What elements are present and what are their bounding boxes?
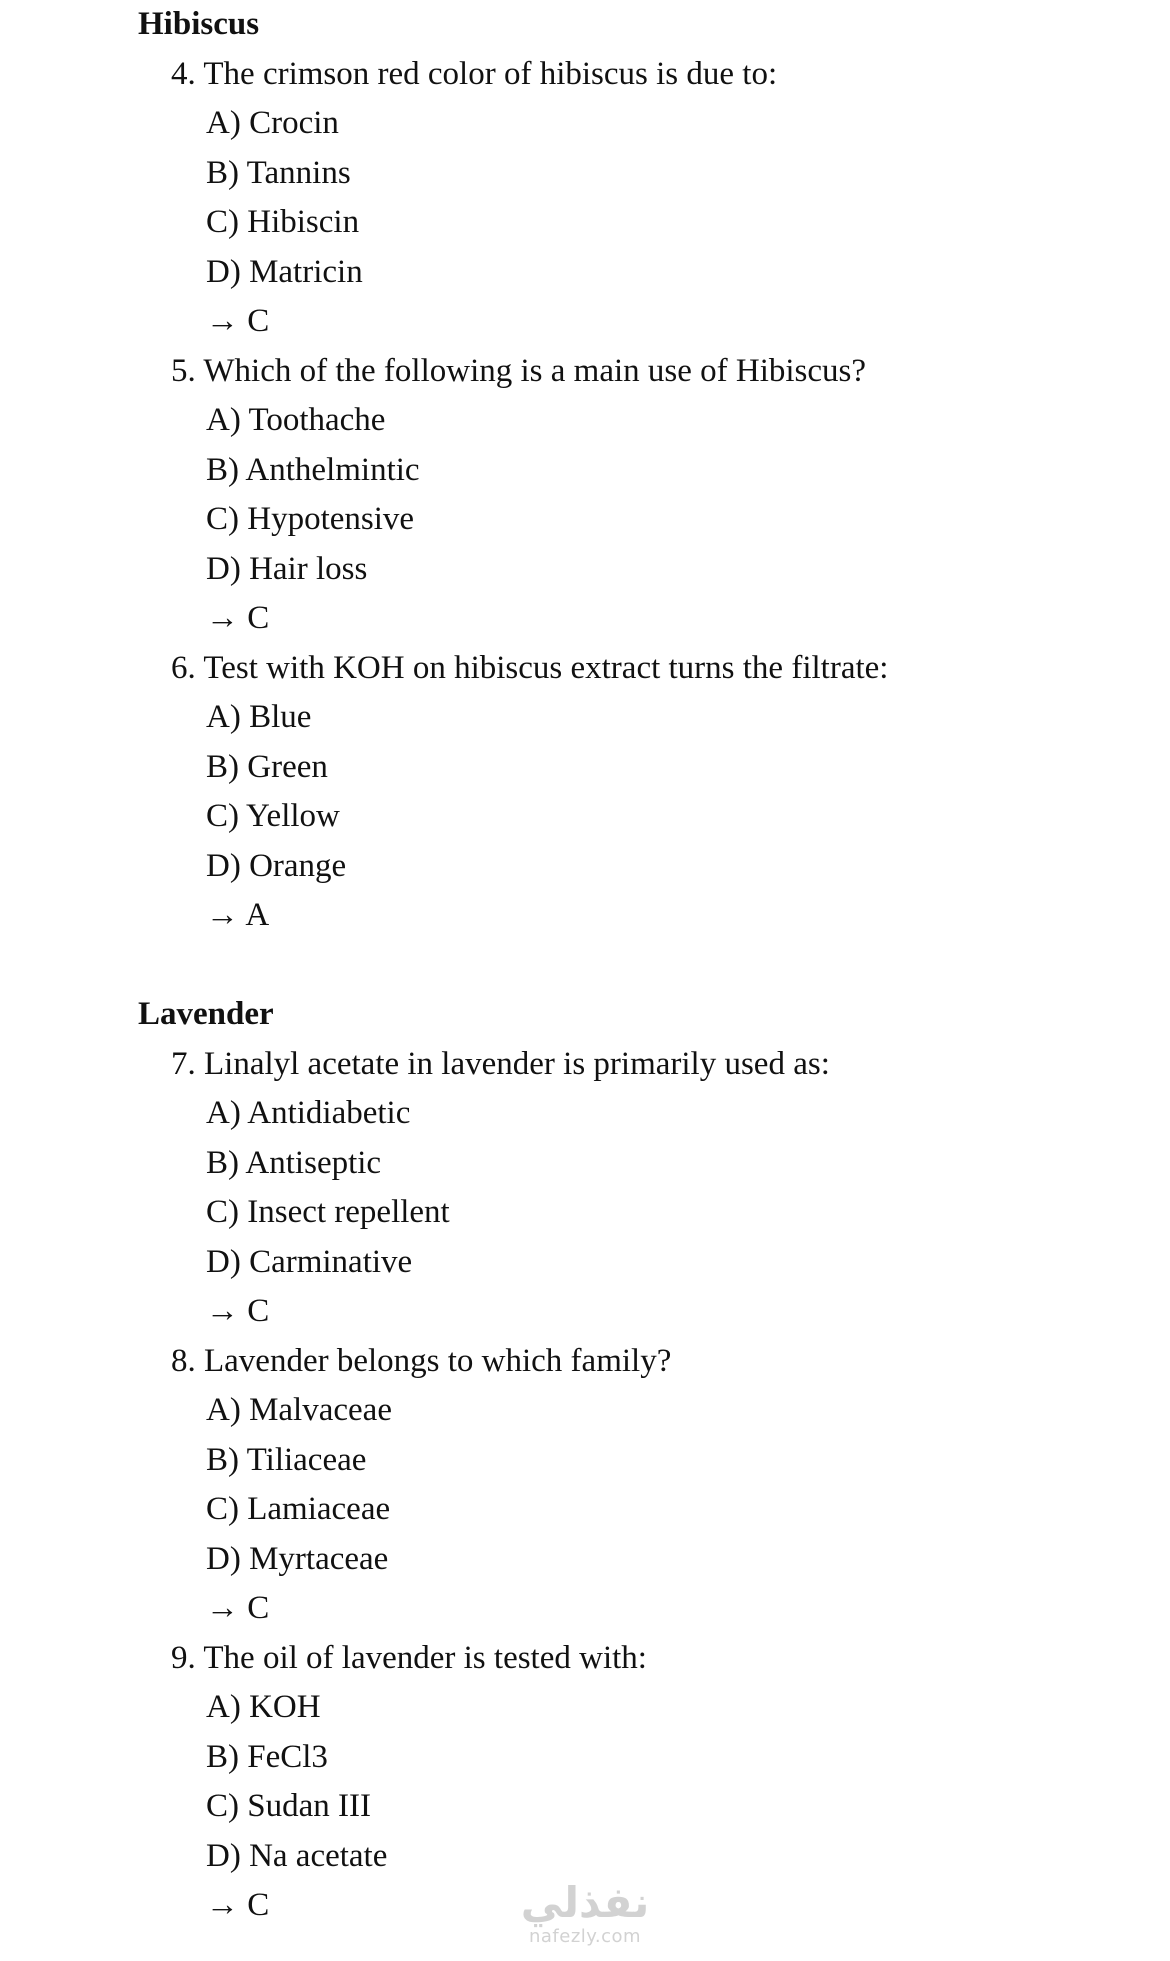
section-title: Hibiscus	[138, 6, 260, 42]
question-text: 9. The oil of lavender is tested with:	[171, 1639, 647, 1676]
section-lavender	[0, 990, 1170, 1931]
option-b: B) Tiliaceae	[206, 1441, 367, 1478]
option-d: D) Hair loss	[206, 550, 368, 587]
answer: → C	[206, 1887, 270, 1923]
watermark-latin: nafezly.com	[528, 1926, 642, 1947]
option-c: C) Hibiscin	[206, 204, 360, 240]
option-d: D) Na acetate	[206, 1837, 388, 1874]
option-a: A) Malvaceae	[206, 1392, 392, 1428]
option-c: C) Hypotensive	[206, 501, 415, 537]
question-4	[0, 50, 1170, 347]
question-text: 8. Lavender belongs to which family?	[171, 1342, 672, 1379]
option-a: A) Toothache	[206, 402, 386, 438]
option-b: B) Antiseptic	[206, 1144, 382, 1181]
option-c: C) Yellow	[206, 798, 340, 834]
question-text: 5. Which of the following is a main use of Hibiscus?	[171, 352, 867, 389]
question-5	[0, 347, 1170, 644]
watermark-logo	[500, 1880, 670, 1948]
option-d: D) Carminative	[206, 1243, 413, 1280]
option-b: B) Green	[206, 748, 328, 785]
option-b: B) Anthelmintic	[206, 451, 420, 488]
answer: → C	[206, 600, 270, 636]
question-8	[0, 1337, 1170, 1634]
option-d: D) Myrtaceae	[206, 1540, 389, 1577]
watermark-arabic: نفذلي	[520, 1878, 650, 1927]
section-title: Lavender	[138, 996, 274, 1032]
question-text: 7. Linalyl acetate in lavender is primarily used as:	[171, 1045, 830, 1082]
answer: → C	[206, 1590, 270, 1626]
option-c: C) Insect repellent	[206, 1194, 450, 1230]
option-a: A) KOH	[206, 1689, 321, 1725]
option-b: B) FeCl3	[206, 1738, 328, 1775]
question-7	[0, 1040, 1170, 1337]
section-spacer	[0, 941, 1170, 991]
section-hibiscus	[0, 0, 1170, 941]
option-a: A) Crocin	[206, 105, 339, 141]
option-b: B) Tannins	[206, 154, 351, 191]
option-a: A) Antidiabetic	[206, 1095, 411, 1131]
option-c: C) Lamiaceae	[206, 1491, 391, 1527]
option-d: D) Orange	[206, 847, 347, 884]
question-text: 6. Test with KOH on hibiscus extract turns the filtrate:	[171, 649, 889, 686]
option-c: C) Sudan III	[206, 1788, 371, 1824]
option-d: D) Matricin	[206, 253, 363, 290]
question-6	[0, 644, 1170, 941]
answer: → C	[206, 1293, 270, 1329]
option-a: A) Blue	[206, 699, 312, 735]
answer: → A	[206, 897, 270, 933]
question-text: 4. The crimson red color of hibiscus is due to:	[171, 55, 778, 92]
answer: → C	[206, 303, 270, 339]
